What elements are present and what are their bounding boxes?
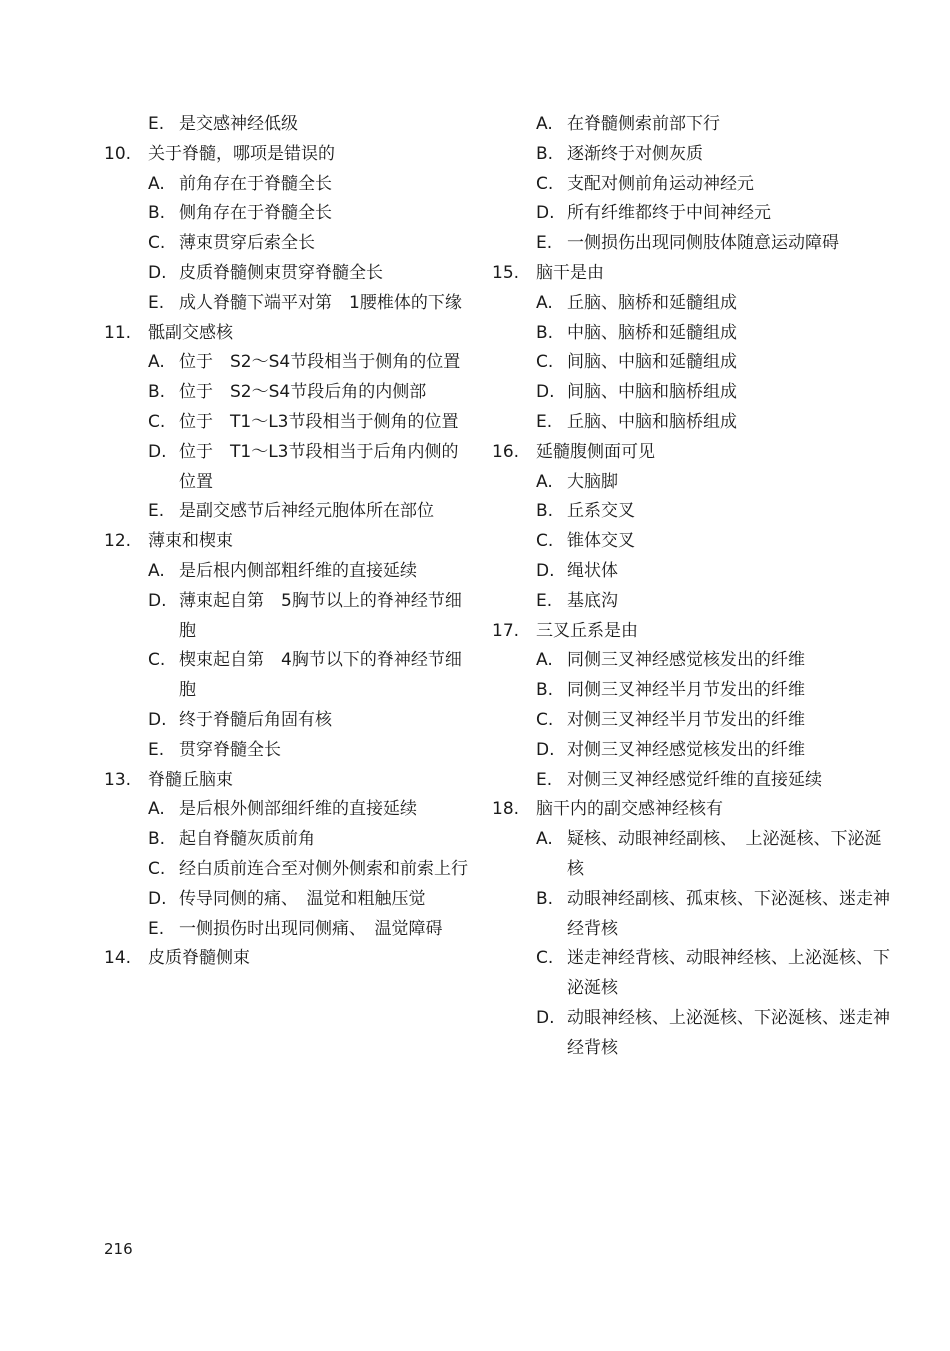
option-text: 是交感神经低级 [179,114,298,134]
option-key: A. [536,650,553,671]
option-item [492,110,892,140]
option-text: 间脑、中脑和延髓组成 [567,352,737,373]
option-text: 丘系交叉 [567,501,635,522]
option-text: 锥体交叉 [567,531,635,552]
question-number: 11. [104,322,132,343]
option-key: D. [148,709,167,730]
option-item [492,497,892,527]
option-key: C. [148,233,166,254]
option-item [104,915,474,945]
option-key: B. [536,501,554,522]
option-text: 皮质脊髓侧束贯穿脊髓全长 [179,262,383,283]
question-text: 关于脊髓，哪项是错误的 [148,143,335,164]
option-text: 侧角存在于脊髓全长 [179,203,332,224]
option-key: C. [148,650,166,671]
option-text: 丘脑、脑桥和延髓组成 [567,292,737,313]
option-text: 传导同侧的痛、 温觉和粗触压觉 [179,888,426,909]
option-item [492,646,892,676]
question-text: 脊髓丘脑束 [148,769,233,790]
left-column [104,110,474,974]
question-item [492,438,892,468]
question-text: 延髓腹侧面可见 [536,441,655,462]
option-text: 终于脊髓后角固有核 [179,709,332,730]
option-key: E. [148,114,165,134]
option-item [104,557,474,587]
option-text: 迷走神经背核、动眼神经核、上泌涎核、下泌涎核 [567,948,890,999]
option-key: D. [536,1007,555,1028]
option-item [104,289,474,319]
option-key: A. [148,352,165,373]
option-key: E. [536,411,553,432]
option-key: D. [148,590,167,611]
option-item [104,259,474,289]
option-item [104,110,474,140]
option-item [492,676,892,706]
option-item [104,706,474,736]
option-item [492,587,892,617]
option-key: D. [536,382,555,403]
option-key: C. [536,352,554,373]
question-number: 13. [104,769,132,790]
option-text: 疑核、动眼神经副核、 上泌涎核、下泌涎核 [567,829,882,879]
option-text: 间脑、中脑和脑桥组成 [567,382,737,403]
option-item [104,855,474,885]
option-key: C. [536,173,554,194]
option-item [492,289,892,319]
option-key: B. [148,829,166,850]
option-item [104,825,474,855]
option-text: 是后根外侧部细纤维的直接延续 [179,799,417,820]
option-text: 动眼神经副核、孤束核、下泌涎核、迷走神经背核 [567,888,890,939]
option-item [492,766,892,796]
question-text: 三叉丘系是由 [536,620,638,641]
question-number: 16. [492,441,520,462]
option-text: 对侧三叉神经半月节发出的纤维 [567,709,805,730]
option-item [492,348,892,378]
option-item [104,438,474,498]
option-key: A. [148,799,165,820]
option-item [492,1004,892,1064]
option-key: D. [148,262,167,283]
question-item [104,766,474,796]
option-item [104,646,474,706]
option-text: 位于 S2～S4节段相当于侧角的位置 [179,352,461,373]
option-key: B. [536,143,554,164]
option-key: C. [536,948,554,969]
option-item [492,885,892,945]
option-text: 起自脊髓灰质前角 [179,829,315,850]
question-number: 18. [492,799,520,820]
option-key: C. [536,709,554,730]
option-key: B. [536,680,554,701]
option-key: A. [536,114,553,134]
option-key: D. [148,441,167,462]
option-item [492,944,892,1004]
option-text: 中脑、脑桥和延髓组成 [567,322,737,343]
option-key: D. [536,739,555,760]
option-text: 大脑脚 [567,471,618,492]
option-text: 是副交感节后神经元胞体所在部位 [179,501,434,522]
option-key: C. [536,531,554,552]
option-item [492,468,892,498]
question-text: 皮质脊髓侧束 [148,948,250,969]
option-item [104,795,474,825]
option-key: B. [536,888,554,909]
question-number: 10. [104,143,132,164]
question-number: 15. [492,262,520,283]
option-key: A. [148,173,165,194]
option-key: B. [536,322,554,343]
question-item [104,140,474,170]
option-item [104,736,474,766]
option-key: D. [148,888,167,909]
question-text: 薄束和楔束 [148,531,233,552]
option-text: 动眼神经核、上泌涎核、下泌涎核、迷走神经背核 [567,1007,890,1058]
option-key: A. [536,471,553,492]
option-text: 薄束起自第 5胸节以上的脊神经节细胞 [179,590,462,641]
option-item [492,408,892,438]
option-key: E. [148,739,165,760]
option-text: 是后根内侧部粗纤维的直接延续 [179,560,417,581]
question-text: 脑干内的副交感神经核有 [536,799,723,820]
option-item [104,229,474,259]
option-key: E. [536,590,553,611]
option-item [492,706,892,736]
option-item [104,497,474,527]
option-key: E. [148,292,165,313]
option-item [492,527,892,557]
question-text: 脑干是由 [536,262,604,283]
option-item [492,170,892,200]
option-item [104,408,474,438]
option-text: 对侧三叉神经感觉核发出的纤维 [567,739,805,760]
option-item [104,348,474,378]
question-item [492,617,892,647]
option-item [492,319,892,349]
option-key: A. [536,829,553,850]
option-key: A. [536,292,553,313]
option-item [104,378,474,408]
option-item [104,885,474,915]
option-text: 薄束贯穿后索全长 [179,233,315,254]
option-item [492,557,892,587]
option-key: A. [148,560,165,581]
option-text: 支配对侧前角运动神经元 [567,173,754,194]
option-key: D. [536,560,555,581]
option-item [104,587,474,647]
question-text: 骶副交感核 [148,322,233,343]
option-text: 绳状体 [567,560,618,581]
right-column [492,110,892,1064]
question-item [104,527,474,557]
question-number: 12. [104,531,132,552]
option-text: 前角存在于脊髓全长 [179,173,332,194]
question-item [492,795,892,825]
option-text: 同侧三叉神经感觉核发出的纤维 [567,650,805,671]
question-number: 14. [104,948,132,969]
option-item [492,825,892,885]
option-key: D. [536,203,555,224]
option-key: E. [536,769,553,790]
option-key: E. [536,233,553,254]
option-key: C. [148,858,166,879]
option-item [492,229,892,259]
option-item [492,378,892,408]
option-text: 丘脑、中脑和脑桥组成 [567,411,737,432]
question-item [104,944,474,974]
option-key: B. [148,382,166,403]
option-text: 位于 T1～L3节段相当于侧角的位置 [179,411,459,432]
option-text: 对侧三叉神经感觉纤维的直接延续 [567,769,822,790]
option-text: 位于 T1～L3节段相当于后角内侧的位置 [179,441,459,492]
option-item [104,170,474,200]
option-text: 逐渐终于对侧灰质 [567,143,703,164]
question-item [104,319,474,349]
option-text: 贯穿脊髓全长 [179,739,281,760]
option-text: 所有纤维都终于中间神经元 [567,203,771,224]
option-text: 一侧损伤出现同侧肢体随意运动障碍 [567,233,839,254]
option-key: E. [148,501,165,522]
option-key: B. [148,203,166,224]
option-item [492,736,892,766]
option-item [492,199,892,229]
option-text: 成人脊髓下端平对第 1腰椎体的下缘 [179,292,462,313]
option-text: 经白质前连合至对侧外侧索和前索上行 [179,858,468,879]
option-text: 基底沟 [567,590,618,611]
question-number: 17. [492,620,520,641]
option-text: 同侧三叉神经半月节发出的纤维 [567,680,805,701]
option-key: E. [148,918,165,939]
option-item [104,199,474,229]
option-item [492,140,892,170]
option-text: 一侧损伤时出现同侧痛、 温觉障碍 [179,918,443,939]
page-number: 216 [104,1240,133,1258]
option-text: 在脊髓侧索前部下行 [567,114,720,134]
option-text: 位于 S2～S4节段后角的内侧部 [179,382,427,403]
option-key: C. [148,411,166,432]
question-item [492,259,892,289]
option-text: 楔束起自第 4胸节以下的脊神经节细胞 [179,650,462,701]
